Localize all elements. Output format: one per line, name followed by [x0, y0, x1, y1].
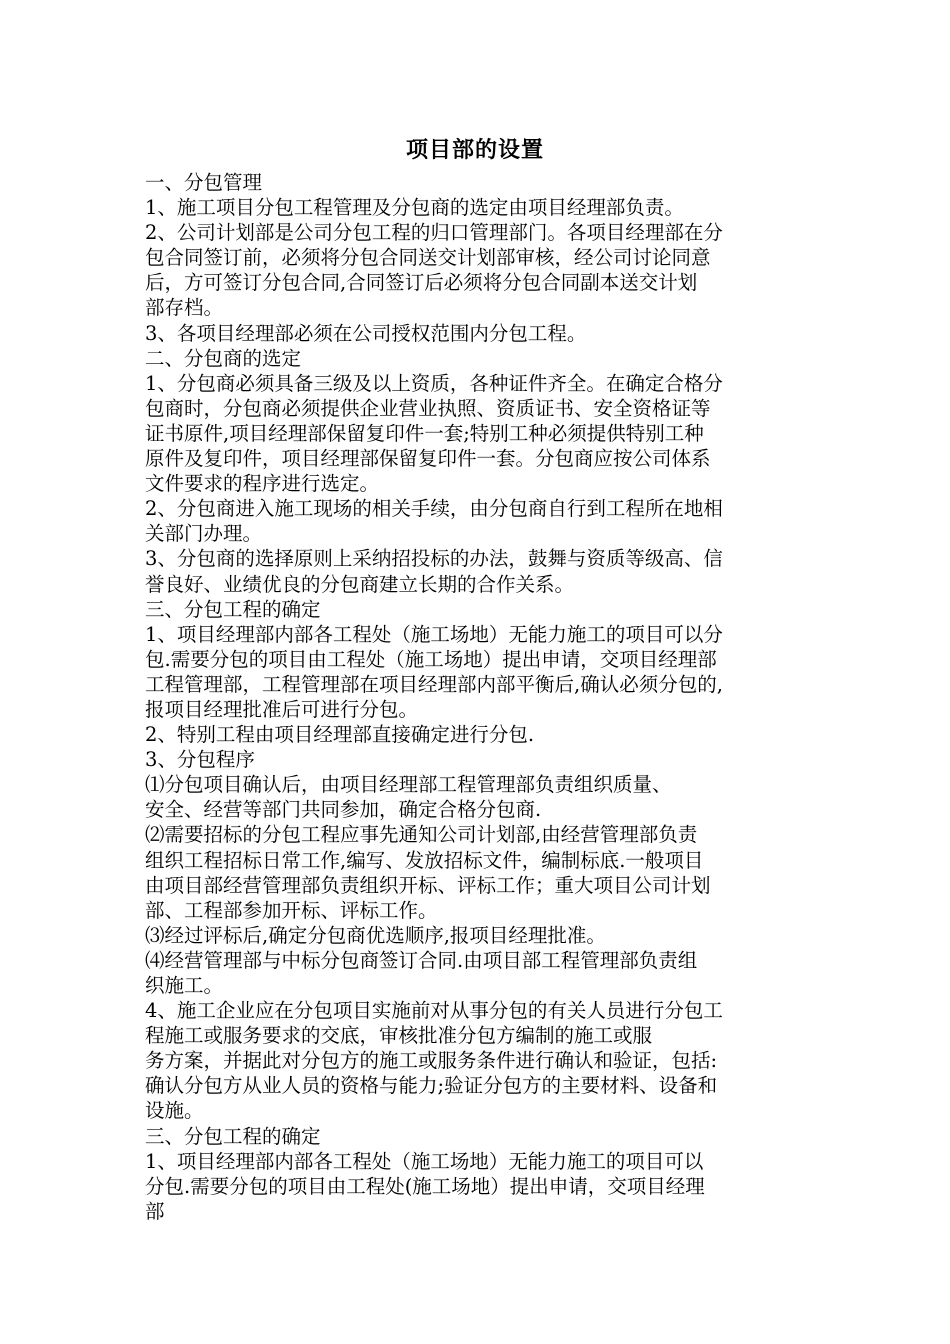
text-line: 二、分包商的选定: [145, 346, 302, 370]
text-line: 确认分包方从业人员的资格与能力;验证分包方的主要材料、设备和: [145, 1074, 718, 1098]
text-line: 由项目部经营管理部负责组织开标、评标工作；重大项目公司计划: [145, 873, 711, 897]
text-line: 2、特别工程由项目经理部直接确定进行分包.: [145, 723, 535, 747]
document-title: 项目部的设置: [405, 137, 544, 163]
text-line: 报项目经理批准后可进行分包。: [145, 697, 419, 721]
text-line: 组织工程招标日常工作,编写、发放招标文件，编制标底.一般项目: [145, 848, 704, 872]
text-line: 安全、经营等部门共同参加，确定合格分包商.: [145, 798, 542, 822]
text-line: 包合同签订前，必须将分包合同送交计划部审核，经公司讨论同意: [145, 246, 711, 270]
text-line: ⑴分包项目确认后，由项目经理部工程管理部负责组织质量、: [145, 773, 672, 797]
text-line: 部: [145, 1199, 165, 1223]
text-line: 1、分包商必须具备三级及以上资质，各种证件齐全。在确定合格分: [145, 371, 723, 395]
text-line: 1、项目经理部内部各工程处（施工场地）无能力施工的项目可以: [145, 1149, 704, 1173]
text-line: 3、分包程序: [145, 748, 255, 772]
text-line: 4、施工企业应在分包项目实施前对从事分包的有关人员进行分包工: [145, 999, 723, 1023]
text-line: ⑶经过评标后,确定分包商优选顺序,报项目经理批准。: [145, 923, 606, 947]
text-line: ⑵需要招标的分包工程应事先通知公司计划部,由经营管理部负责: [145, 823, 698, 847]
text-line: 三、分包工程的确定: [145, 1124, 321, 1148]
text-line: 誉良好、业绩优良的分包商建立长期的合作关系。: [145, 572, 575, 596]
text-line: 一、分包管理: [145, 171, 263, 194]
text-line: 部存档。: [145, 296, 224, 320]
text-line: 3、各项目经理部必须在公司授权范围内分包工程。: [145, 321, 587, 345]
text-line: 后，方可签订分包合同,合同签订后必须将分包合同副本送交计划: [145, 271, 698, 295]
text-line: 文件要求的程序进行选定。: [145, 472, 380, 496]
text-line: 程施工或服务要求的交底，审核批准分包方编制的施工或服: [145, 1024, 653, 1048]
text-line: 分包.需要分包的项目由工程处(施工场地）提出申请，交项目经理: [145, 1174, 705, 1198]
text-line: 包.需要分包的项目由工程处（施工场地）提出申请，交项目经理部: [145, 647, 717, 671]
text-line: 织施工。: [145, 974, 224, 997]
text-line: ⑷经营管理部与中标分包商签订合同.由项目部工程管理部负责组: [145, 948, 698, 972]
text-line: 务方案，并据此对分包方的施工或服务条件进行确认和验证，包括:: [145, 1049, 718, 1073]
text-line: 证书原件,项目经理部保留复印件一套;特别工种必须提供特别工种: [145, 421, 704, 445]
text-line: 原件及复印件，项目经理部保留复印件一套。分包商应按公司体系: [145, 447, 711, 471]
text-line: 3、分包商的选择原则上采纳招投标的办法，鼓舞与资质等级高、信: [145, 547, 723, 571]
document-body: [145, 170, 825, 1224]
text-line: 包商时，分包商必须提供企业营业执照、资质证书、安全资格证等: [145, 396, 711, 420]
text-line: 2、分包商进入施工现场的相关手续，由分包商自行到工程所在地相: [145, 497, 723, 521]
text-line: 部、工程部参加开标、评标工作。: [145, 898, 438, 922]
text-line: 工程管理部，工程管理部在项目经理部内部平衡后,确认必须分包的,: [145, 672, 723, 696]
text-line: 设施。: [145, 1099, 204, 1123]
text-line: 1、项目经理部内部各工程处（施工场地）无能力施工的项目可以分: [145, 622, 723, 646]
text-line: 关部门办理。: [145, 522, 263, 546]
text-line: 1、施工项目分包工程管理及分包商的选定由项目经理部负责。: [145, 196, 684, 220]
text-line: 2、公司计划部是公司分包工程的归口管理部门。各项目经理部在分: [145, 221, 723, 245]
text-line: 三、分包工程的确定: [145, 597, 321, 621]
